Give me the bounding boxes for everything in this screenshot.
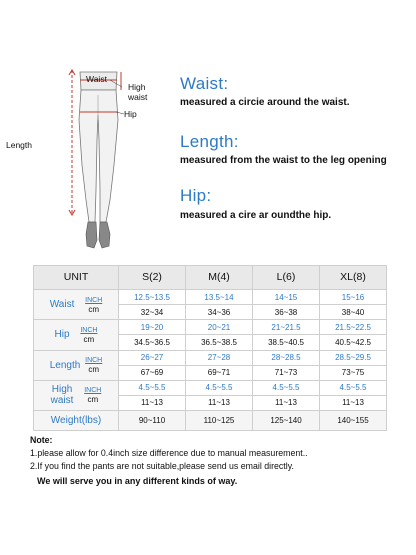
diagram-label-high-waist: High waist xyxy=(128,82,148,102)
table-cell: 19~20 xyxy=(119,320,186,335)
length-description: measured from the waist to the leg opening xyxy=(180,155,387,166)
table-cell: 71~73 xyxy=(253,365,320,380)
table-cell: 140~155 xyxy=(320,411,387,431)
table-cell: 69~71 xyxy=(186,365,253,380)
table-row xyxy=(34,380,387,395)
table-cell: 28.5~29.5 xyxy=(320,350,387,365)
header-size-xl: XL(8) xyxy=(320,266,387,290)
table-cell: 34.5~36.5 xyxy=(119,335,186,350)
table-cell: 11~13 xyxy=(320,395,387,410)
table-cell: 21.5~22.5 xyxy=(320,320,387,335)
unit-inch: INCH xyxy=(85,357,103,365)
table-cell: 36~38 xyxy=(253,305,320,320)
table-header-row xyxy=(34,266,387,290)
unit-cm: cm xyxy=(88,365,100,375)
table-cell: 32~34 xyxy=(119,305,186,320)
unit-cm: cm xyxy=(83,334,95,344)
table-cell: 28~28.5 xyxy=(253,350,320,365)
diagram-label-waist: Waist xyxy=(86,74,107,84)
table-cell: 125~140 xyxy=(253,411,320,431)
table-cell: 4.5~5.5 xyxy=(320,380,387,395)
table-cell: 15~16 xyxy=(320,290,387,305)
header-size-l: L(6) xyxy=(253,266,320,290)
table-cell: 4.5~5.5 xyxy=(186,380,253,395)
row-label-text: Length xyxy=(49,359,81,371)
unit-cm: cm xyxy=(87,395,99,405)
table-cell: 34~36 xyxy=(186,305,253,320)
unit-cm: cm xyxy=(88,304,100,314)
row-label-text: Hip xyxy=(54,329,70,341)
table-row-weight xyxy=(34,411,387,431)
table-row xyxy=(34,350,387,365)
row-label-waist xyxy=(34,290,119,320)
table-cell: 110~125 xyxy=(186,411,253,431)
table-cell: 38~40 xyxy=(320,305,387,320)
waist-heading: Waist: xyxy=(180,74,229,93)
row-label-hip xyxy=(34,320,119,350)
table-cell: 20~21 xyxy=(186,320,253,335)
hip-description: measured a cire ar oundthe hip. xyxy=(180,210,332,221)
table-cell: 67~69 xyxy=(119,365,186,380)
leggings-diagram xyxy=(0,0,170,255)
table-cell: 13.5~14 xyxy=(186,290,253,305)
hip-heading: Hip: xyxy=(180,186,212,205)
unit-inch: INCH xyxy=(84,387,102,395)
table-row xyxy=(34,320,387,335)
table-cell: 11~13 xyxy=(119,395,186,410)
header-size-m: M(4) xyxy=(186,266,253,290)
row-label-weight: Weight(lbs) xyxy=(34,411,119,431)
note-line-1: 1.please allow for 0.4inch size difference due to manual measurement.. xyxy=(30,448,308,458)
unit-inch: INCH xyxy=(85,296,103,304)
table-cell: 26~27 xyxy=(119,350,186,365)
waist-description: measured a circie around the waist. xyxy=(180,97,350,108)
leggings-figure xyxy=(0,0,170,255)
size-table xyxy=(33,265,387,431)
row-label-text: High waist xyxy=(50,384,74,407)
table-cell: 73~75 xyxy=(320,365,387,380)
length-heading: Length: xyxy=(180,132,239,151)
table-cell: 36.5~38.5 xyxy=(186,335,253,350)
header-size-s: S(2) xyxy=(119,266,186,290)
table-cell: 11~13 xyxy=(253,395,320,410)
diagram-label-hip: Hip xyxy=(124,109,137,119)
row-label-high-waist xyxy=(34,380,119,410)
unit-indicator xyxy=(85,356,102,374)
table-cell: 21~21.5 xyxy=(253,320,320,335)
table-cell: 4.5~5.5 xyxy=(119,380,186,395)
row-label-length xyxy=(34,350,119,380)
serve-statement: We will serve you in any different kinds of way. xyxy=(37,476,238,486)
unit-indicator xyxy=(80,326,97,344)
diagram-label-length: Length xyxy=(6,140,32,150)
note-title: Note: xyxy=(30,435,53,445)
table-cell: 11~13 xyxy=(186,395,253,410)
table-row xyxy=(34,290,387,305)
table-cell: 12.5~13.5 xyxy=(119,290,186,305)
unit-inch: INCH xyxy=(80,326,98,334)
table-cell: 90~110 xyxy=(119,411,186,431)
header-unit: UNIT xyxy=(34,266,119,290)
table-cell: 4.5~5.5 xyxy=(253,380,320,395)
table-cell: 38.5~40.5 xyxy=(253,335,320,350)
table-cell: 40.5~42.5 xyxy=(320,335,387,350)
table-cell: 14~15 xyxy=(253,290,320,305)
unit-indicator xyxy=(85,296,102,314)
row-label-text: Waist xyxy=(49,299,75,311)
table-cell: 27~28 xyxy=(186,350,253,365)
unit-indicator xyxy=(84,386,101,404)
note-line-2: 2.If you find the pants are not suitable,please send us email directly. xyxy=(30,461,294,471)
